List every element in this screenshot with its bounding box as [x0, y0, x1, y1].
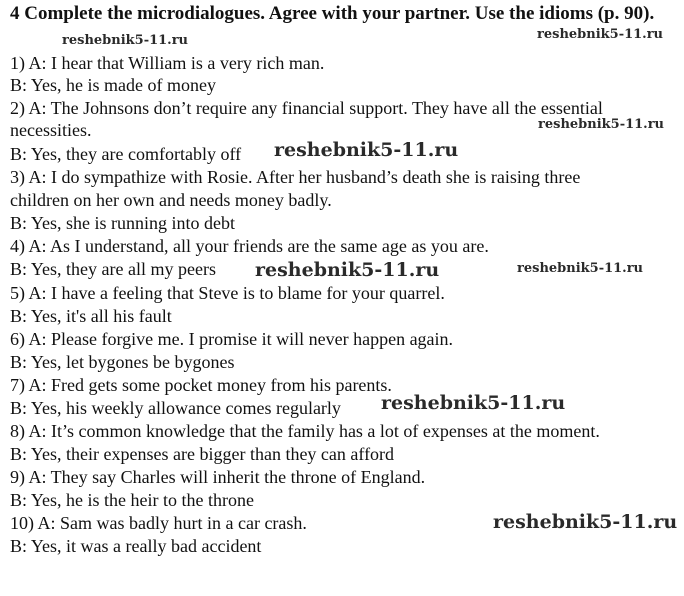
watermark: reshebnik5-11.ru — [274, 139, 459, 161]
dialogue-7-a: 7) A: Fred gets some pocket money from his parents. — [10, 375, 392, 395]
watermark: reshebnik5-11.ru — [493, 511, 678, 533]
dialogue-8-b: B: Yes, their expenses are bigger than they can afford — [10, 444, 395, 464]
dialogue-2-a: 2) A: The Johnsons don’t require any financial support. They have all the essential — [10, 98, 603, 118]
dialogue-9-b: B: Yes, he is the heir to the throne — [10, 490, 254, 510]
dialogue-3-a-continued: children on her own and needs money badly. — [10, 190, 332, 210]
watermark: reshebnik5-11.ru — [381, 392, 566, 414]
exercise-heading: 4 Complete the microdialogues. Agree with your partner. Use the idioms (p. 90). — [10, 3, 655, 24]
dialogue-3-a: 3) A: I do sympathize with Rosie. After her husband’s death she is raising three — [10, 167, 581, 187]
dialogue-4-a: 4) A: As I understand, all your friends are the same age as you are. — [10, 236, 489, 256]
watermark: reshebnik5-11.ru — [255, 259, 440, 281]
dialogue-10-a: 10) A: Sam was badly hurt in a car crash. — [10, 513, 307, 533]
dialogue-6-a: 6) A: Please forgive me. I promise it will never happen again. — [10, 329, 454, 349]
dialogue-5-b: B: Yes, it's all his fault — [10, 306, 172, 326]
dialogue-6-b: B: Yes, let bygones be bygones — [10, 352, 235, 372]
watermark: reshebnik5-11.ru — [538, 117, 665, 132]
watermark: reshebnik5-11.ru — [62, 33, 189, 48]
dialogue-10-b: B: Yes, it was a really bad accident — [10, 536, 262, 556]
dialogue-9-a: 9) A: They say Charles will inherit the throne of England. — [10, 467, 426, 487]
watermark: reshebnik5-11.ru — [537, 27, 664, 42]
dialogue-7-b: B: Yes, his weekly allowance comes regularly — [10, 398, 341, 418]
dialogue-3-b: B: Yes, she is running into debt — [10, 213, 236, 233]
dialogue-1-b: B: Yes, he is made of money — [10, 75, 216, 95]
watermark: reshebnik5-11.ru — [517, 261, 644, 276]
dialogue-8-a: 8) A: It’s common knowledge that the family has a lot of expenses at the moment. — [10, 421, 600, 441]
dialogue-2-a-continued: necessities. — [10, 120, 92, 140]
dialogue-2-b: B: Yes, they are comfortably off — [10, 144, 242, 164]
dialogue-4-b: B: Yes, they are all my peers — [10, 259, 216, 279]
dialogue-1-a: 1) A: I hear that William is a very rich man. — [10, 53, 325, 73]
dialogue-5-a: 5) A: I have a feeling that Steve is to blame for your quarrel. — [10, 283, 445, 303]
